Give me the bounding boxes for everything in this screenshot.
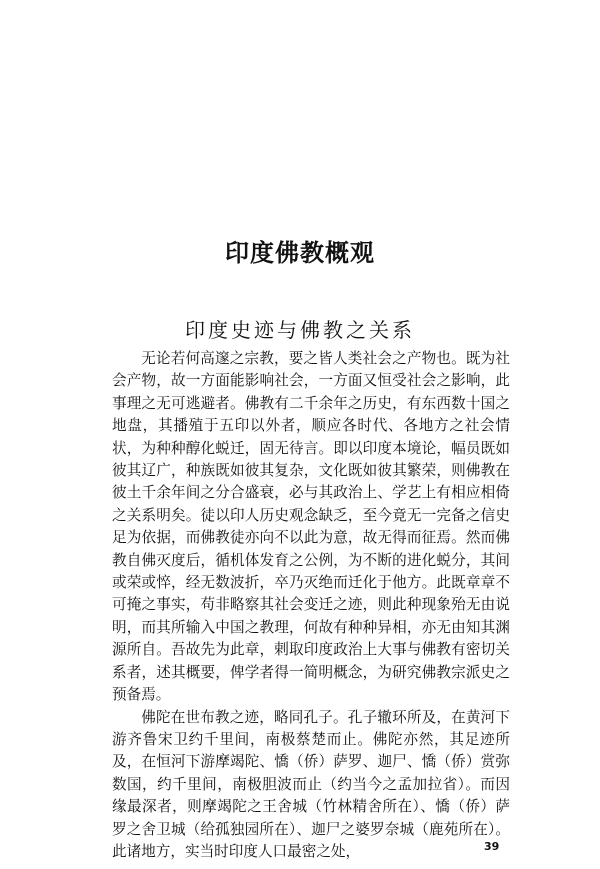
section-title: 印度史迹与佛教之关系 <box>185 318 415 342</box>
paragraph: 佛陀在世布教之迹，略同孔子。孔子辙环所及，在黄河下游齐鲁宋卫约千里间，南极蔡楚而止。佛陀亦然，其足迹所及，在恒河下游摩竭陀、憍（侨）萨罗、迦尸、憍（侨）赏弥数国，约千里间，南极胆波而止（约当今之孟加拉省）。而因缘最深者，则摩竭陀之王舍城（竹林精舍所在）、憍（侨）萨罗之舍卫城（给孤独园所在）、迦尸之婆罗奈城（鹿苑所在）。此诸地方，实当时印度人口最密之处， <box>112 708 510 860</box>
chapter-title: 印度佛教概观 <box>225 239 375 267</box>
paragraph: 无论若何高邃之宗教，要之皆人类社会之产物也。既为社会产物，故一方面能影响社会，一方面又恒受社会之影响，此事理之无可逃避者。佛教有二千余年之历史，有东西数十国之地盘，其播殖于五印以外者，顺应各时代、各地方之社会情状，为种种醇化蜕迁，固无待言。即以印度本境论，幅员既如彼其辽广，种族既如彼其复杂，文化既如彼其繁荣，则佛教在彼土千余年间之分合盛衰，必与其政治上、学艺上有相应相倚之关系明矣。徒以印人历史观念缺乏，至今竟无一完备之信史足为依据，而佛教徒亦向不以此为意，故无得而征焉。然而佛教自佛灭度后，循机体发育之公例，为不断的进化蜕分，其间或荣或悴，经无数波折，卒乃灭绝而迁化于他方。此既章章不可掩之事实，苟非略察其社会变迁之迹，则此种现象殆无由说明，而其所输入中国之教理，何故有种种异相，亦无由知其渊源所自。吾故先为此章，剌取印度政治上大事与佛教有密切关系者，述其概要，俾学者得一简明概念，为研究佛教宗派史之预备焉。 <box>112 350 510 704</box>
body-text <box>112 348 510 863</box>
page-number: 39 <box>484 840 500 853</box>
